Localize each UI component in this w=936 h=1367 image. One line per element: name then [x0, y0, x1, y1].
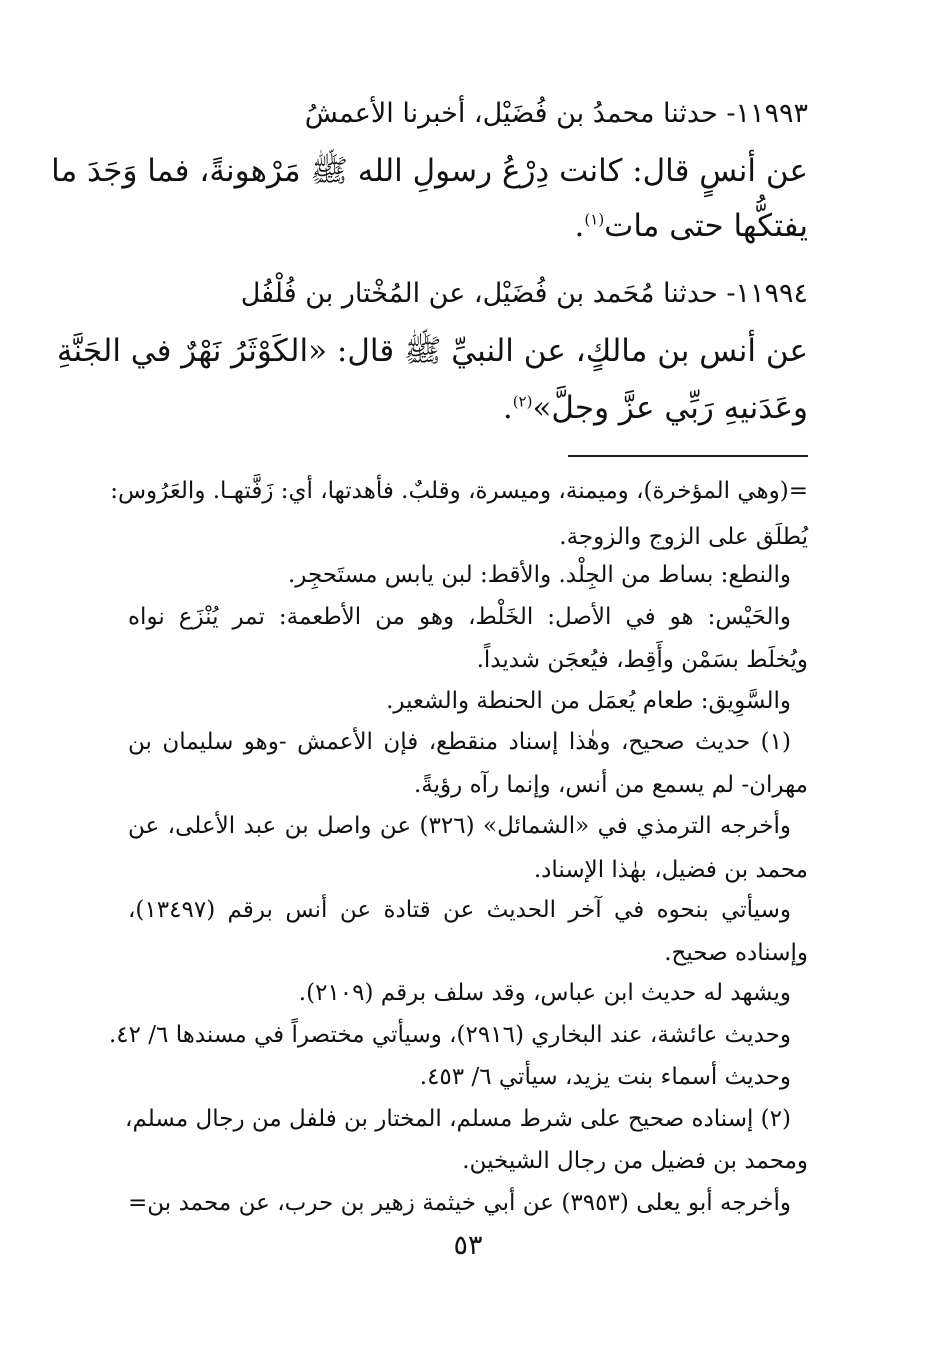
footnote-line: والسَّوِيق: طعام يُعمَل من الحنطة والشعير.: [386, 688, 791, 714]
hadith-11993-text: يفتكُّها حتى مات: [604, 208, 808, 244]
hadith-11994-text-line-2: [503, 390, 808, 426]
footnote-1-line: (١) حديث صحيح، وهٰذا إسناد منقطع، فإن الأعمش -وهو سليمان بن: [128, 729, 791, 755]
footnote-2-line: ومحمد بن فضيل من رجال الشيخين.: [462, 1148, 808, 1174]
hadith-11994-text: وعَدَنيهِ رَبِّي عزَّ وجلَّ»: [532, 390, 808, 426]
footnote-1-line: وأخرجه الترمذي في «الشمائل» (٣٢٦) عن واصل بن عبد الأعلى، عن: [128, 813, 791, 839]
footnote-1-line: وحديث أسماء بنت يزيد، سيأتي ٦/ ٤٥٣.: [419, 1064, 791, 1090]
footnote-1-line: محمد بن فضيل، بهٰذا الإسناد.: [533, 857, 808, 883]
footnote-ref-2: (٢): [512, 392, 533, 411]
footnote-separator: [568, 455, 808, 457]
footnote-line: =(وهي المؤخرة)، وميمنة، وميسرة، وقلبٌ. فأهدتها، أي: زَفَّتهـا. والعَرُوس:: [110, 478, 808, 504]
hadith-11993-heading: ١١٩٩٣- حدثنا محمدُ بن فُضَيْل، أخبرنا الأعمشُ: [304, 98, 808, 129]
hadith-11993-text-line-1: عن أنسٍ قال: كانت دِرْعُ رسولِ الله ﷺ مَرْهونةً، فما وَجَدَ ما: [51, 153, 808, 189]
hadith-11993-text-line-2: [575, 208, 808, 244]
footnote-2-line: (٢) إسناده صحيح على شرط مسلم، المختار بن فلفل من رجال مسلم،: [125, 1106, 791, 1132]
footnote-1-line: ويشهد له حديث ابن عباس، وقد سلف برقم (٢١٠٩).: [298, 980, 791, 1006]
hadith-11993-end: .: [574, 208, 585, 244]
footnote-1-line: وإسناده صحيح.: [664, 940, 808, 966]
hadith-11994-end: .: [502, 390, 513, 426]
footnote-line: والنطع: بساط من الجِلْد. والأقط: لبن يابس مستَحجِر.: [287, 562, 791, 588]
footnote-2-line: وأخرجه أبو يعلى (٣٩٥٣) عن أبي خيثمة زهير بن حرب، عن محمد بن=: [128, 1190, 791, 1216]
footnote-ref-1: (١): [584, 210, 605, 229]
footnote-line: ويُخلَط بسَمْن وأَقِط، فيُعجَن شديداً.: [476, 647, 808, 673]
footnote-1-line: وسيأتي بنحوه في آخر الحديث عن قتادة عن أنس برقم (١٣٤٩٧)،: [128, 897, 791, 923]
hadith-11994-heading: ١١٩٩٤- حدثنا مُحَمد بن فُضَيْل، عن المُخْتار بن فُلْفُل: [240, 278, 808, 309]
footnote-1-line: وحديث عائشة، عند البخاري (٢٩١٦)، وسيأتي مختصراً في مسندها ٦/ ٤٢.: [108, 1022, 791, 1048]
footnote-line: والحَيْس: هو في الأصل: الخَلْط، وهو من الأطعمة: تمر يُنْزَع نواه: [128, 604, 791, 630]
hadith-11994-text-line-1: عن أنس بن مالكٍ، عن النبيِّ ﷺ قال: «الكَوْثَرُ نَهْرٌ في الجَنَّةِ: [56, 333, 808, 369]
footnote-line: يُطلَق على الزوج والزوجة.: [559, 524, 808, 550]
page-number: ٥٣: [453, 1230, 483, 1261]
footnote-1-line: مهران- لم يسمع من أنس، وإنما رآه رؤيةً.: [414, 772, 808, 798]
